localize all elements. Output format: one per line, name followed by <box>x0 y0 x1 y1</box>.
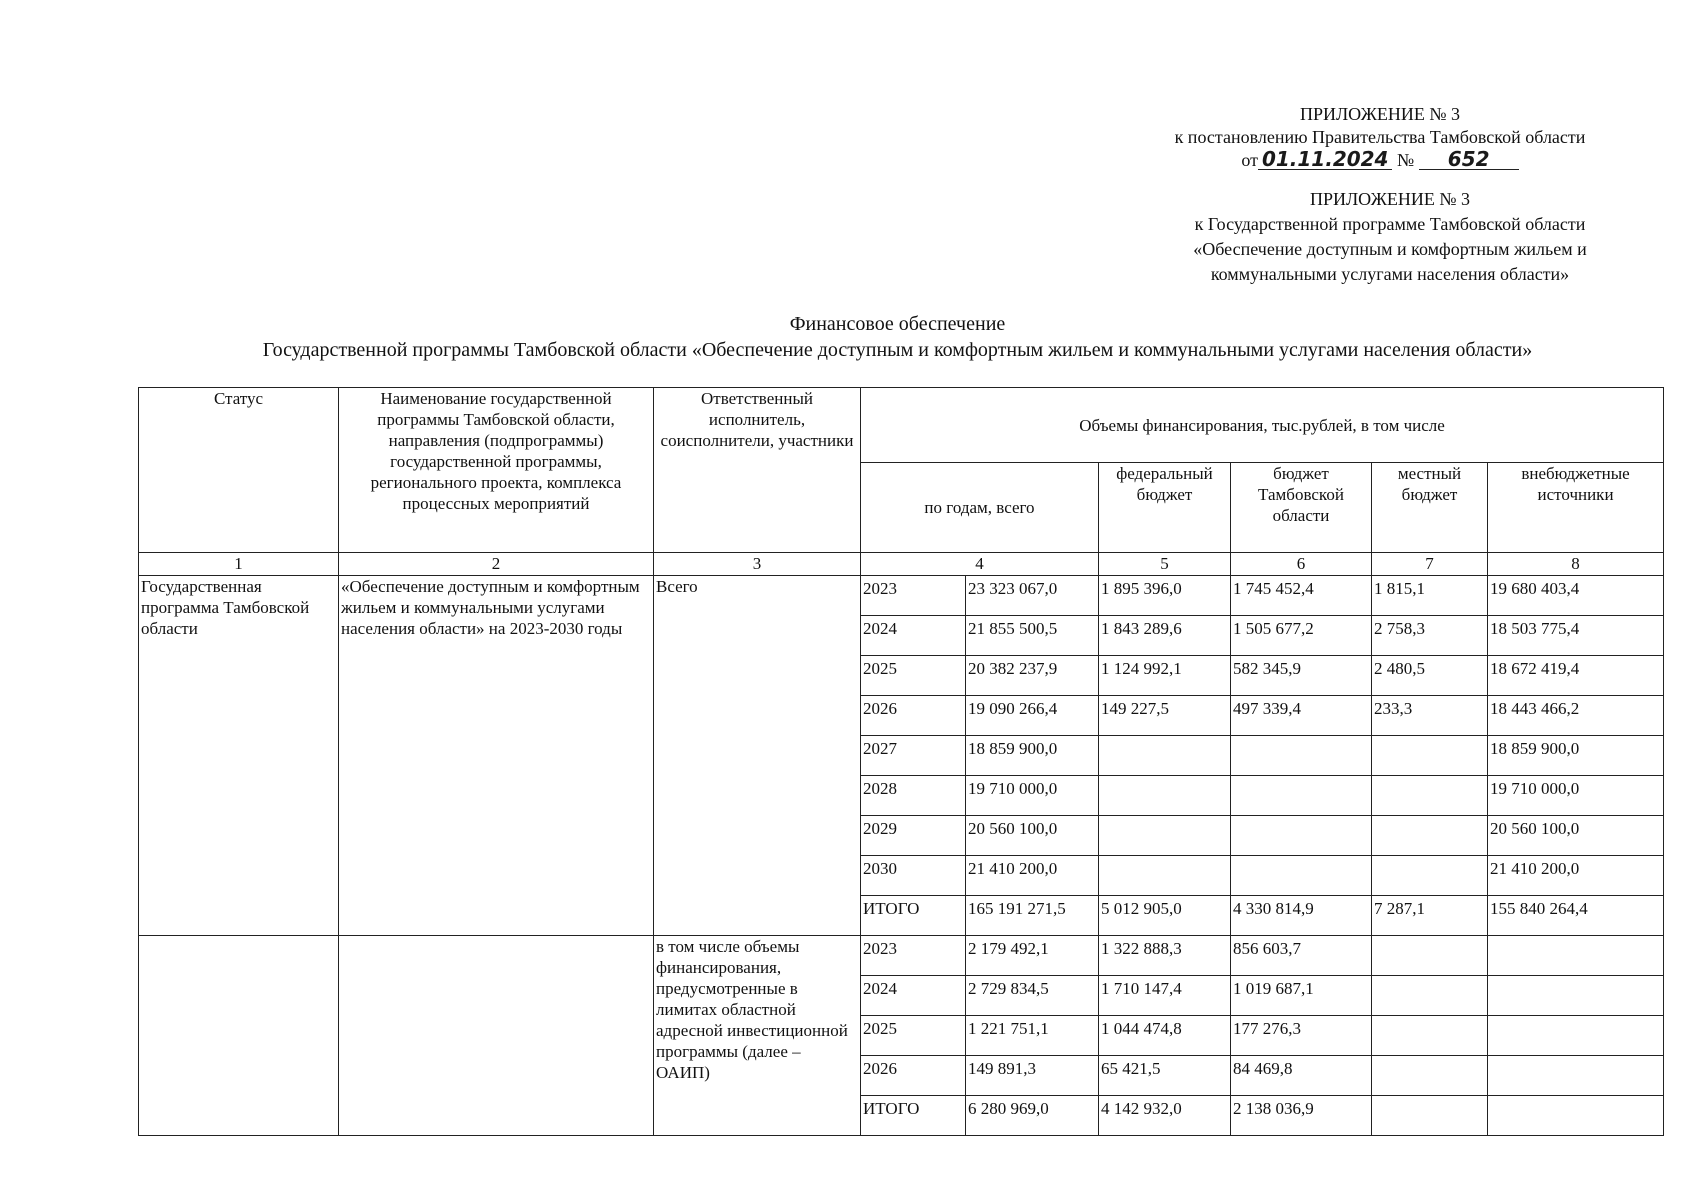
annex-header-date-line <box>1100 149 1660 172</box>
annex-program-line1: ПРИЛОЖЕНИЕ № 3 <box>1309 189 1471 209</box>
header-by-years: по годам, всего <box>861 463 1099 553</box>
cell-total: 165 191 271,5 <box>966 896 1099 936</box>
cell-regional: 582 345,9 <box>1231 656 1372 696</box>
cell-local <box>1372 1096 1488 1136</box>
cell-extrabudget: 19 680 403,4 <box>1488 576 1664 616</box>
cell-extrabudget <box>1488 936 1664 976</box>
col-number: 4 <box>861 553 1099 576</box>
cell-extrabudget: 155 840 264,4 <box>1488 896 1664 936</box>
cell-local: 7 287,1 <box>1372 896 1488 936</box>
cell-local <box>1372 776 1488 816</box>
cell-year: 2023 <box>861 936 966 976</box>
col-number: 5 <box>1099 553 1231 576</box>
cell-local <box>1372 1056 1488 1096</box>
header-executor: Ответственный исполнитель, соисполнители, участники <box>654 388 861 553</box>
status-cell <box>139 936 339 1136</box>
header-regional: бюджет Тамбовской области <box>1231 463 1372 553</box>
annex-program-line2: к Государственной программе Тамбовской области <box>1194 214 1586 234</box>
cell-federal: 1 124 992,1 <box>1099 656 1231 696</box>
cell-local <box>1372 736 1488 776</box>
title-line1: Финансовое обеспечение <box>789 313 1006 335</box>
col-number: 2 <box>339 553 654 576</box>
cell-regional: 497 339,4 <box>1231 696 1372 736</box>
cell-year: 2025 <box>861 1016 966 1056</box>
cell-year: 2023 <box>861 576 966 616</box>
cell-extrabudget <box>1488 1016 1664 1056</box>
col-number: 3 <box>654 553 861 576</box>
cell-total: 20 560 100,0 <box>966 816 1099 856</box>
cell-federal: 4 142 932,0 <box>1099 1096 1231 1136</box>
cell-local: 233,3 <box>1372 696 1488 736</box>
header-name: Наименование государственной программы Тамбовской области, направления (подпрограммы) государственной программы, регионального проекта, комплекса процессных мероприятий <box>339 388 654 553</box>
financing-table <box>138 387 1664 1136</box>
cell-local <box>1372 856 1488 896</box>
cell-local: 2 480,5 <box>1372 656 1488 696</box>
cell-year: 2029 <box>861 816 966 856</box>
cell-federal <box>1099 736 1231 776</box>
cell-federal <box>1099 856 1231 896</box>
cell-extrabudget: 21 410 200,0 <box>1488 856 1664 896</box>
cell-federal: 5 012 905,0 <box>1099 896 1231 936</box>
cell-federal: 149 227,5 <box>1099 696 1231 736</box>
cell-year: 2024 <box>861 976 966 1016</box>
cell-federal: 65 421,5 <box>1099 1056 1231 1096</box>
cell-extrabudget: 20 560 100,0 <box>1488 816 1664 856</box>
cell-total: 20 382 237,9 <box>966 656 1099 696</box>
cell-regional: 856 603,7 <box>1231 936 1372 976</box>
cell-local: 2 758,3 <box>1372 616 1488 656</box>
annex-program <box>1100 187 1680 287</box>
cell-extrabudget: 18 443 466,2 <box>1488 696 1664 736</box>
col-number: 7 <box>1372 553 1488 576</box>
annex-header-line2: к постановлению Правительства Тамбовской области <box>1174 127 1586 147</box>
cell-total: 2 179 492,1 <box>966 936 1099 976</box>
cell-regional <box>1231 816 1372 856</box>
cell-federal: 1 843 289,6 <box>1099 616 1231 656</box>
cell-extrabudget: 19 710 000,0 <box>1488 776 1664 816</box>
cell-extrabudget <box>1488 1056 1664 1096</box>
cell-federal: 1 044 474,8 <box>1099 1016 1231 1056</box>
header-volumes: Объемы финансирования, тыс.рублей, в том числе <box>861 388 1664 463</box>
handwritten-number: 652 <box>1419 149 1519 170</box>
date-prefix: от <box>1241 150 1258 170</box>
name-cell: «Обеспечение доступным и комфортным жильем и коммунальными услугами населения области» на 2023-2030 годы <box>339 576 654 936</box>
header-federal: федеральный бюджет <box>1099 463 1231 553</box>
status-cell: Государственная программа Тамбовской области <box>139 576 339 936</box>
cell-year: 2026 <box>861 696 966 736</box>
cell-regional <box>1231 736 1372 776</box>
header-status: Статус <box>139 388 339 553</box>
cell-extrabudget <box>1488 976 1664 1016</box>
cell-extrabudget: 18 859 900,0 <box>1488 736 1664 776</box>
cell-total: 149 891,3 <box>966 1056 1099 1096</box>
cell-local <box>1372 976 1488 1016</box>
annex-program-line3: «Обеспечение доступным и комфортным жильем и <box>1193 239 1587 259</box>
cell-total: 1 221 751,1 <box>966 1016 1099 1056</box>
executor-cell: в том числе объемы финансирования, предусмотренные в лимитах областной адресной инвестиционной программы (далее – ОАИП) <box>654 936 861 1136</box>
cell-year: ИТОГО <box>861 896 966 936</box>
document-title <box>130 311 1665 363</box>
cell-year: 2027 <box>861 736 966 776</box>
header-extrabudget: внебюджетные источники <box>1488 463 1664 553</box>
cell-year: ИТОГО <box>861 1096 966 1136</box>
cell-federal <box>1099 816 1231 856</box>
cell-federal: 1 322 888,3 <box>1099 936 1231 976</box>
cell-total: 23 323 067,0 <box>966 576 1099 616</box>
cell-total: 18 859 900,0 <box>966 736 1099 776</box>
cell-total: 6 280 969,0 <box>966 1096 1099 1136</box>
cell-year: 2028 <box>861 776 966 816</box>
cell-local <box>1372 1016 1488 1056</box>
cell-total: 2 729 834,5 <box>966 976 1099 1016</box>
cell-year: 2025 <box>861 656 966 696</box>
col-number: 6 <box>1231 553 1372 576</box>
cell-total: 21 410 200,0 <box>966 856 1099 896</box>
column-numbers-row <box>139 553 1664 576</box>
cell-federal <box>1099 776 1231 816</box>
cell-total: 21 855 500,5 <box>966 616 1099 656</box>
cell-extrabudget: 18 672 419,4 <box>1488 656 1664 696</box>
cell-total: 19 090 266,4 <box>966 696 1099 736</box>
cell-year: 2026 <box>861 1056 966 1096</box>
cell-regional: 177 276,3 <box>1231 1016 1372 1056</box>
cell-regional <box>1231 776 1372 816</box>
cell-regional: 84 469,8 <box>1231 1056 1372 1096</box>
executor-cell: Всего <box>654 576 861 936</box>
title-line2: Государственной программы Тамбовской области «Обеспечение доступным и комфортным жильем и коммунальными услугами населения области» <box>262 339 1533 361</box>
cell-year: 2030 <box>861 856 966 896</box>
annex-header <box>1100 103 1660 172</box>
table-row <box>139 576 1664 616</box>
annex-program-line4: коммунальными услугами населения области» <box>1210 264 1570 284</box>
cell-regional <box>1231 856 1372 896</box>
cell-federal: 1 895 396,0 <box>1099 576 1231 616</box>
cell-regional: 1 019 687,1 <box>1231 976 1372 1016</box>
cell-local <box>1372 936 1488 976</box>
handwritten-date: 01.11.2024 <box>1258 149 1393 170</box>
annex-header-line1: ПРИЛОЖЕНИЕ № 3 <box>1299 104 1461 124</box>
cell-local: 1 815,1 <box>1372 576 1488 616</box>
cell-federal: 1 710 147,4 <box>1099 976 1231 1016</box>
cell-regional: 4 330 814,9 <box>1231 896 1372 936</box>
number-prefix: № <box>1396 150 1415 170</box>
cell-total: 19 710 000,0 <box>966 776 1099 816</box>
cell-regional: 1 745 452,4 <box>1231 576 1372 616</box>
cell-extrabudget: 18 503 775,4 <box>1488 616 1664 656</box>
cell-local <box>1372 816 1488 856</box>
col-number: 1 <box>139 553 339 576</box>
cell-regional: 2 138 036,9 <box>1231 1096 1372 1136</box>
cell-extrabudget <box>1488 1096 1664 1136</box>
table-row <box>139 936 1664 976</box>
cell-year: 2024 <box>861 616 966 656</box>
header-local: местный бюджет <box>1372 463 1488 553</box>
cell-regional: 1 505 677,2 <box>1231 616 1372 656</box>
name-cell <box>339 936 654 1136</box>
col-number: 8 <box>1488 553 1664 576</box>
